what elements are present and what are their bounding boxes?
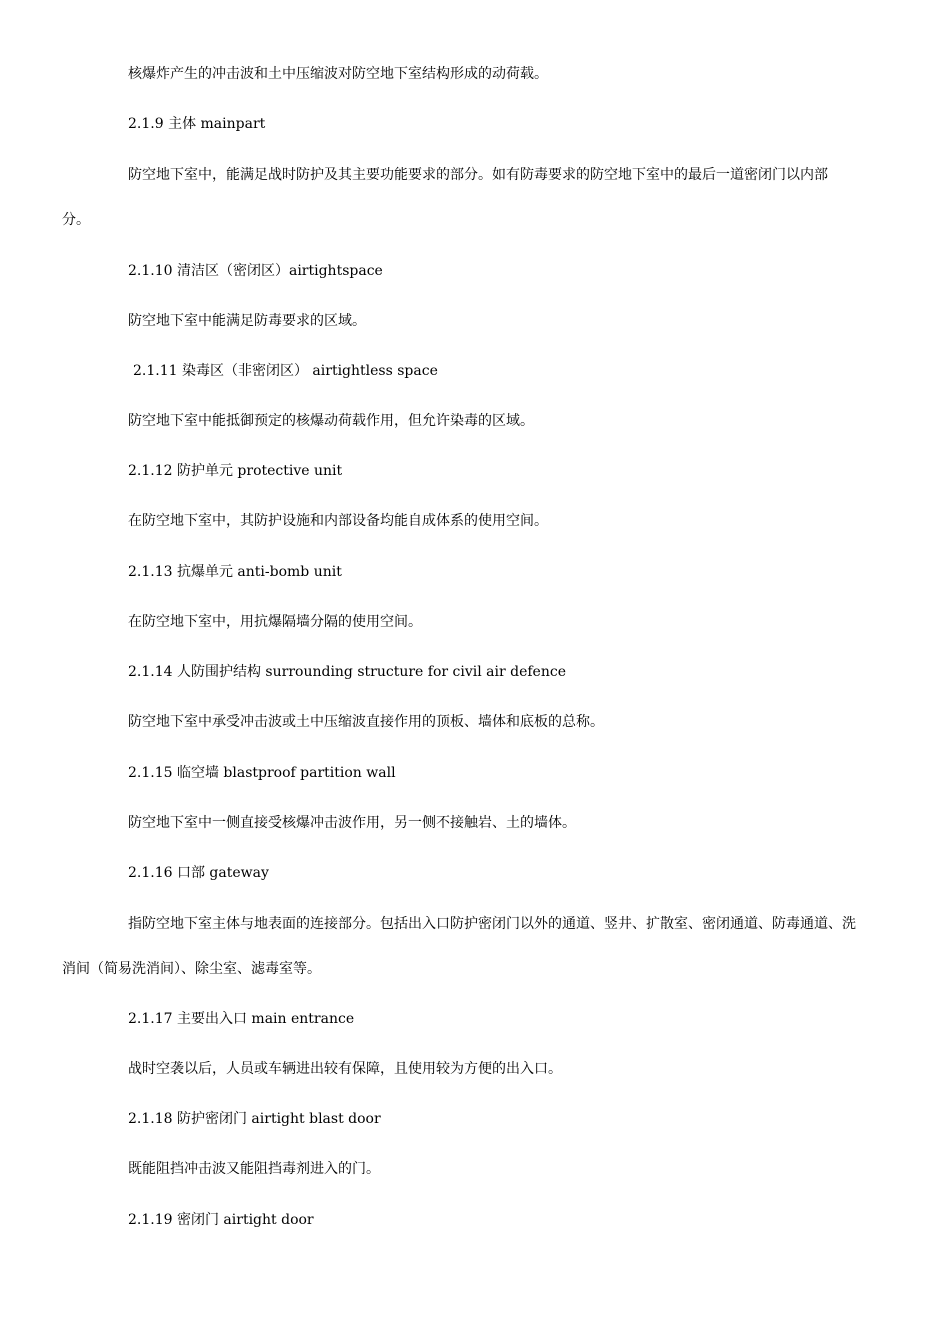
- paragraph-mainpart-definition-line-1: 防空地下室中，能满足战时防护及其主要功能要求的部分。如有防毒要求的防空地下室中的最后一道密闭门以内部: [128, 167, 828, 183]
- term-heading-2-1-17: 2.1.17 主要出入口 main entrance: [128, 1011, 355, 1027]
- paragraph-gateway-definition-line-1: 指防空地下室主体与地表面的连接部分。包括出入口防护密闭门以外的通道、竖井、扩散室、密闭通道、防毒通道、洗: [128, 916, 856, 932]
- term-heading-2-1-15: 2.1.15 临空墙 blastproof partition wall: [128, 765, 396, 781]
- paragraph-gateway-definition-line-2: 消间（简易洗消间）、除尘室、滤毒室等。: [62, 961, 321, 977]
- paragraph-dynamic-load-definition: 核爆炸产生的冲击波和土中压缩波对防空地下室结构形成的动荷载。: [128, 66, 548, 82]
- paragraph-airtightless-space-definition: 防空地下室中能抵御预定的核爆动荷载作用，但允许染毒的区域。: [128, 413, 534, 429]
- term-heading-2-1-14: 2.1.14 人防围护结构 surrounding structure for civil air defence: [128, 664, 566, 680]
- term-heading-2-1-13: 2.1.13 抗爆单元 anti-bomb unit: [128, 564, 342, 580]
- term-heading-2-1-9: 2.1.9 主体 mainpart: [128, 116, 266, 132]
- paragraph-airtight-blast-door-definition: 既能阻挡冲击波又能阻挡毒剂进入的门。: [128, 1161, 380, 1177]
- paragraph-mainpart-definition-line-2: 分。: [62, 212, 90, 228]
- term-heading-2-1-10: 2.1.10 清洁区（密闭区）airtightspace: [128, 263, 383, 279]
- term-heading-2-1-18: 2.1.18 防护密闭门 airtight blast door: [128, 1111, 381, 1127]
- paragraph-surrounding-structure-definition: 防空地下室中承受冲击波或土中压缩波直接作用的顶板、墙体和底板的总称。: [128, 714, 604, 730]
- term-heading-2-1-16: 2.1.16 口部 gateway: [128, 865, 269, 881]
- paragraph-blastproof-wall-definition: 防空地下室中一侧直接受核爆冲击波作用，另一侧不接触岩、土的墙体。: [128, 815, 576, 831]
- paragraph-anti-bomb-unit-definition: 在防空地下室中，用抗爆隔墙分隔的使用空间。: [128, 614, 422, 630]
- paragraph-protective-unit-definition: 在防空地下室中，其防护设施和内部设备均能自成体系的使用空间。: [128, 513, 548, 529]
- paragraph-main-entrance-definition: 战时空袭以后，人员或车辆进出较有保障，且使用较为方便的出入口。: [128, 1061, 562, 1077]
- term-heading-2-1-12: 2.1.12 防护单元 protective unit: [128, 463, 343, 479]
- term-heading-2-1-11: 2.1.11 染毒区（非密闭区） airtightless space: [133, 363, 438, 379]
- term-heading-2-1-19: 2.1.19 密闭门 airtight door: [128, 1212, 314, 1228]
- paragraph-airtightspace-definition: 防空地下室中能满足防毒要求的区域。: [128, 313, 366, 329]
